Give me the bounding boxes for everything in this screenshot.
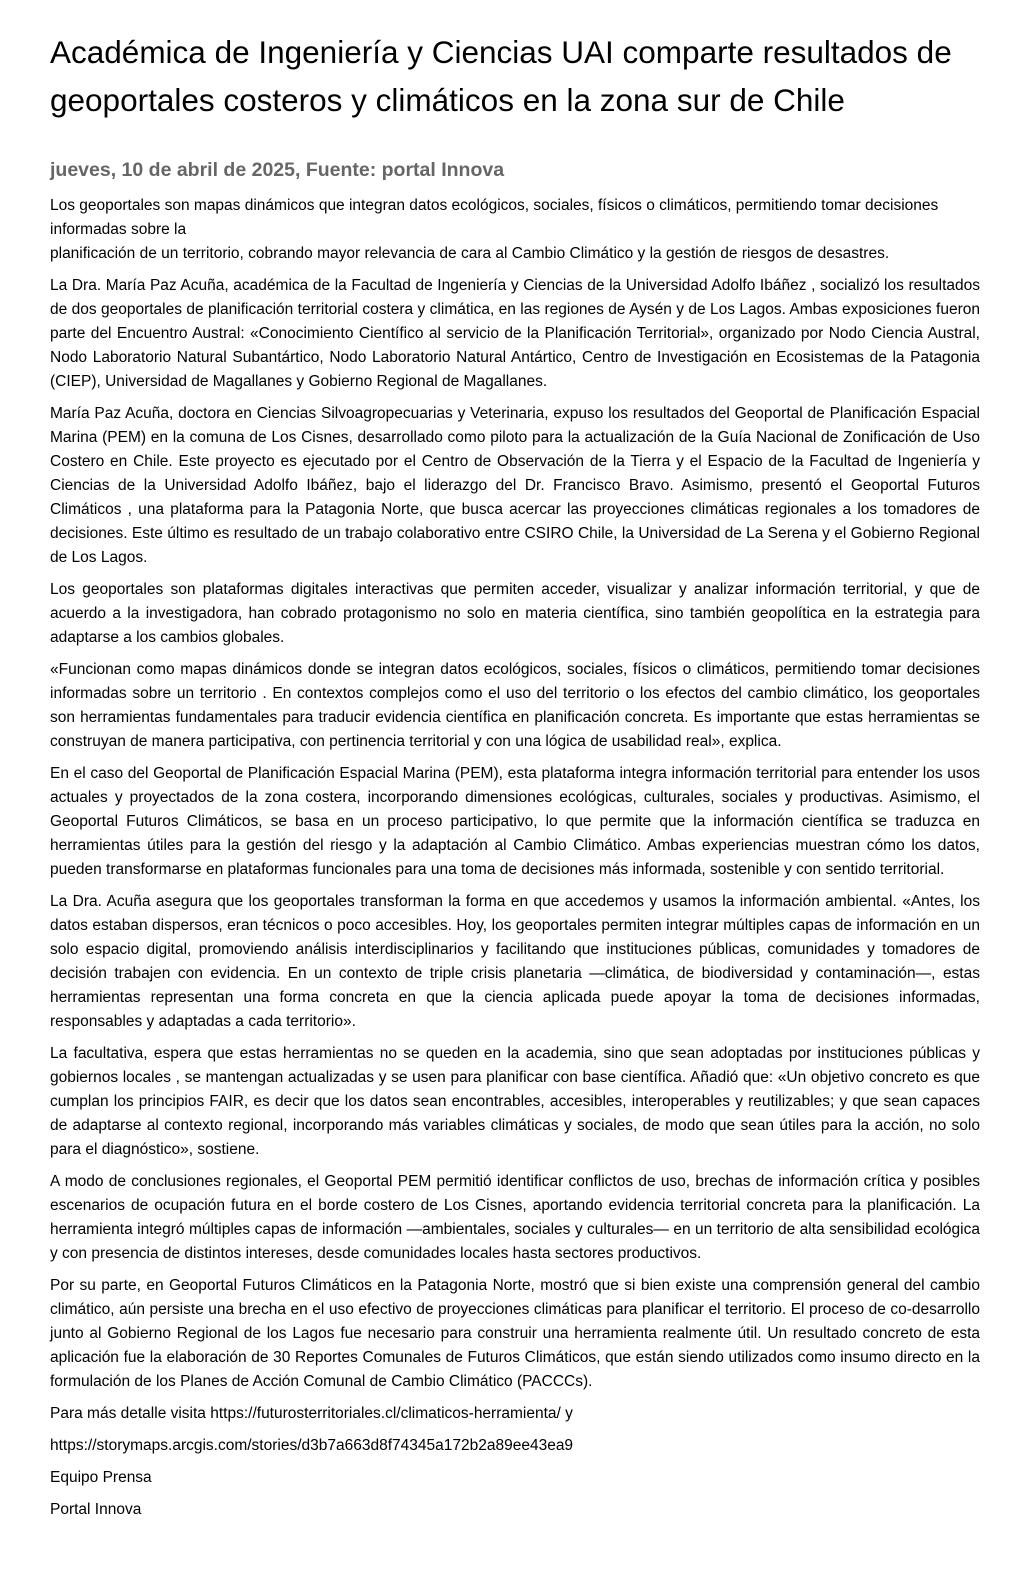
credit-portal: Portal Innova	[50, 1501, 142, 1518]
paragraph-conclusions: A modo de conclusiones regionales, el Geoportal PEM permitió identificar conflictos de uso, brechas de información crítica y posibles escenarios de ocupación futura en el borde costero de Los Cisnes, aportando evidencia territorial concreta para la planificación. La herramienta integró múltiples capas de información —ambientales, sociales y culturales— en un territorio de alta sensibilidad ecológica y con presencia de distintos intereses, desde comunidades locales hasta sectores productivos.	[50, 1173, 980, 1262]
paragraph-transformation: La Dra. Acuña asegura que los geoportales transforman la forma en que accedemos y usamos la información ambiental. «Antes, los datos estaban dispersos, eran técnicos o poco accesibles. Hoy, los geoportales permiten integrar múltiples capas de información en un solo espacio digital, promoviendo análisis interdisciplinarios y facilitando que instituciones públicas, comunidades y tomadores de decisión trabajen con evidencia. En un contexto de triple crisis planetaria —climática, de biodiversidad y contaminación—, estas herramientas representan una forma concreta en que la ciencia aplicada puede apoyar la toma de decisiones informadas, responsables y adaptadas a cada territorio».	[50, 893, 980, 1030]
article-date-source: jueves, 10 de abril de 2025, Fuente: portal Innova	[50, 159, 505, 181]
storymaps-link[interactable]: https://storymaps.arcgis.com/stories/d3b7a663d8f74345a172b2a89ee43ea9	[50, 1437, 574, 1454]
page-title: Académica de Ingeniería y Ciencias UAI comparte resultados de geoportales costeros y climáticos en la zona sur de Chile	[50, 34, 952, 118]
paragraph-pem-case: En el caso del Geoportal de Planificación Espacial Marina (PEM), esta plataforma integra información territorial para entender los usos actuales y proyectados de la zona costera, incorporando dimensiones ecológicas, culturales, sociales y productivas. Asimismo, el Geoportal Futuros Climáticos, se basa en un proceso participativo, lo que permite que la información científica se traduzca en herramientas útiles para la gestión del riesgo y la adaptación al Cambio Climático. Ambas experiencias muestran cómo los datos, pueden transformarse en plataformas funcionales para una toma de decisiones más informada, sostenible y con sentido territorial.	[50, 765, 980, 878]
paragraph-adoption: La facultativa, espera que estas herramientas no se queden en la academia, sino que sean adoptadas por instituciones públicas y gobiernos locales , se mantengan actualizadas y se usen para planificar con base científica. Añadió que: «Un objetivo concreto es que cumplan los principios FAIR, es decir que los datos sean encontrables, accesibles, interoperables y reutilizables; y que sean capaces de adaptarse al contexto regional, incorporando más variables climáticas y sociales, de modo que sean útiles para la acción, no solo para el diagnóstico», sostiene.	[50, 1045, 980, 1158]
paragraph-definition: Los geoportales son plataformas digitales interactivas que permiten acceder, visualizar y analizar información territorial, y que de acuerdo a la investigadora, han cobrado protagonismo no solo en materia científica, sino también geopolítica en la estrategia para adaptarse a los cambios globales.	[50, 581, 980, 646]
intro-paragraph	[50, 194, 980, 266]
intro-line-1: Los geoportales son mapas dinámicos que integran datos ecológicos, sociales, físicos o climáticos, permitiendo tomar decisiones informadas sobre la	[50, 197, 939, 238]
paragraph-presentation: La Dra. María Paz Acuña, académica de la Facultad de Ingeniería y Ciencias de la Universidad Adolfo Ibáñez , socializó los resultados de dos geoportales de planificación territorial costera y climática, en las regiones de Aysén y de Los Lagos. Ambas exposiciones fueron parte del Encuentro Austral: «Conocimiento Científico al servicio de la Planificación Territorial», organizado por Nodo Ciencia Austral, Nodo Laboratorio Natural Subantártico, Nodo Laboratorio Natural Antártico, Centro de Investigación en Ecosistemas de la Patagonia (CIEP), Universidad de Magallanes y Gobierno Regional de Magallanes.	[50, 277, 980, 390]
paragraph-quote-function: «Funcionan como mapas dinámicos donde se integran datos ecológicos, sociales, físicos o climáticos, permitiendo tomar decisiones informadas sobre un territorio . En contextos complejos como el uso del territorio o los efectos del cambio climático, los geoportales son herramientas fundamentales para traducir evidencia científica en planificación concreta. Es importante que estas herramientas se construyan de manera participativa, con pertinencia territorial y con una lógica de usabilidad real», explica.	[50, 661, 980, 750]
credit-team: Equipo Prensa	[50, 1469, 152, 1486]
more-info-link[interactable]: Para más detalle visita https://futurosterritoriales.cl/climaticos-herramienta/ y	[50, 1405, 573, 1422]
paragraph-results: María Paz Acuña, doctora en Ciencias Silvoagropecuarias y Veterinaria, expuso los resultados del Geoportal de Planificación Espacial Marina (PEM) en la comuna de Los Cisnes, desarrollado como piloto para la actualización de la Guía Nacional de Zonificación de Uso Costero en Chile. Este proyecto es ejecutado por el Centro de Observación de la Tierra y el Espacio de la Facultad de Ingeniería y Ciencias de la Universidad Adolfo Ibáñez, bajo el liderazgo del Dr. Francisco Bravo. Asimismo, presentó el Geoportal Futuros Climáticos , una plataforma para la Patagonia Norte, que busca acercar las proyecciones climáticas regionales a los tomadores de decisiones. Este último es resultado de un trabajo colaborativo entre CSIRO Chile, la Universidad de La Serena y el Gobierno Regional de Los Lagos.	[50, 405, 980, 566]
paragraph-futuros-climaticos: Por su parte, en Geoportal Futuros Climáticos en la Patagonia Norte, mostró que si bien existe una comprensión general del cambio climático, aún persiste una brecha en el uso efectivo de proyecciones climáticas para planificar el territorio. El proceso de co-desarrollo junto al Gobierno Regional de los Lagos fue necesario para construir una herramienta realmente útil. Un resultado concreto de esta aplicación fue la elaboración de 30 Reportes Comunales de Futuros Climáticos, que están siendo utilizados como insumo directo en la formulación de los Planes de Acción Comunal de Cambio Climático (PACCCs).	[50, 1277, 980, 1390]
intro-line-2: planificación de un territorio, cobrando mayor relevancia de cara al Cambio Climático y la gestión de riesgos de desastres.	[50, 245, 890, 262]
